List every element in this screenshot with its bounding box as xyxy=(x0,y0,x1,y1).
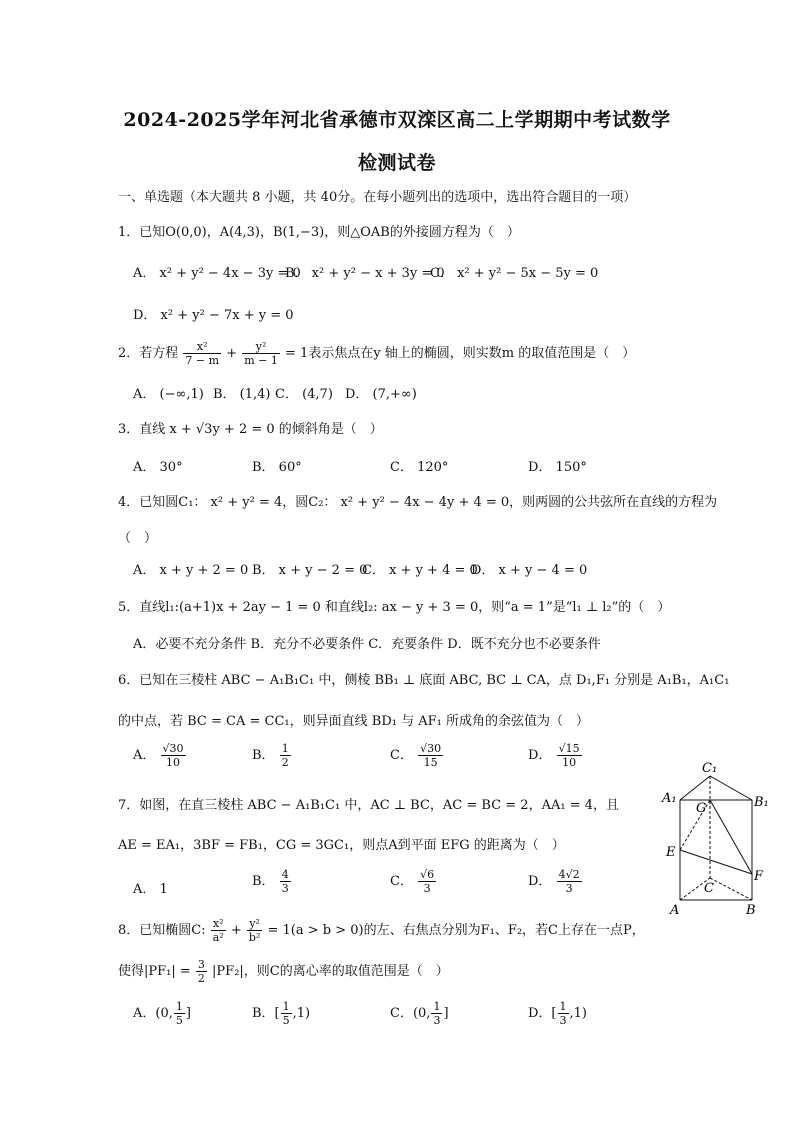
q8-d-fraction xyxy=(558,1000,569,1027)
q8-plus: + xyxy=(230,923,242,938)
q6-d-fraction xyxy=(557,742,582,769)
q2-option-b: B． (1,4) xyxy=(213,387,271,402)
q7-b-fraction xyxy=(280,868,291,895)
q8-c-fraction xyxy=(431,1000,442,1027)
q6-d-label: D． xyxy=(528,748,552,763)
exam-title-line2: 检测试卷 xyxy=(357,152,436,174)
q2-frac2-num: y² xyxy=(242,340,280,354)
q8-a-pre: A．(0, xyxy=(133,1006,173,1021)
q8-c-pre: C．(0, xyxy=(390,1006,431,1021)
label-c: C xyxy=(704,881,714,896)
q1-stem: 1．已知O(0,0)，A(4,3)，B(1,−3)，则△OAB的外接圆方程为（ ） xyxy=(118,225,520,240)
q8-stem-pre: 8．已知椭圆C: xyxy=(118,923,206,938)
q6-c-den: 15 xyxy=(423,756,438,769)
q2-option-a: A． (−∞,1) xyxy=(133,387,204,402)
label-a: A xyxy=(670,903,680,918)
q5-stem: 5．直线l₁:(a+1)x + 2ay − 1 = 0 和直线l₂: ax − y + 3 = 0，则“a = 1”是“l₁ ⊥ l₂”的（ ） xyxy=(118,600,671,615)
q8-a-num: 1 xyxy=(175,1000,183,1013)
q5-options: A．必要不充分条件 B．充分不必要条件 C．充要条件 D．既不充分也不必要条件 xyxy=(133,637,601,652)
q7-b-den: 3 xyxy=(281,882,289,895)
q8-line2-den: 2 xyxy=(197,972,205,985)
q7-b-label: B． xyxy=(252,874,275,889)
q8-a-fraction xyxy=(174,1000,185,1027)
label-b: B xyxy=(746,903,756,918)
q6-option-b xyxy=(252,742,292,769)
q8-c-den: 3 xyxy=(433,1014,441,1027)
q8-fraction-2 xyxy=(247,917,262,944)
q1-option-d: D． x² + y² − 7x + y = 0 xyxy=(133,308,294,323)
q2-stem-post: = 1表示焦点在y 轴上的椭圆，则实数m 的取值范围是（ ） xyxy=(285,346,636,361)
q8-c-post: ] xyxy=(443,1006,449,1021)
q7-option-b xyxy=(252,868,292,895)
q7-option-d xyxy=(528,868,583,895)
q2-fraction-1 xyxy=(183,340,221,367)
q6-stem-continued: 的中点，若 BC = CA = CC₁，则异面直线 BD₁ 与 AF₁ 所成角的余弦值为（ ） xyxy=(118,714,589,729)
q7-d-den: 3 xyxy=(565,882,573,895)
edge-c1b1 xyxy=(710,776,752,800)
q7-stem: 7．如图，在直三棱柱 ABC − A₁B₁C₁ 中，AC ⊥ BC，AC = BC = 2，AA₁ = 4，且 xyxy=(118,798,619,813)
q2-frac1-den: 7 − m xyxy=(185,354,220,367)
q4-stem: 4．已知圆C₁： x² + y² = 4，圆C₂： x² + y² − 4x − 4y + 4 = 0，则两圆的公共弦所在直线的方程为 xyxy=(118,495,718,510)
q7-c-fraction xyxy=(418,868,436,895)
label-g: G xyxy=(696,801,707,816)
q8-option-d xyxy=(528,1000,587,1027)
q8-stem-post: = 1(a > b > 0)的左、右焦点分别为F₁、F₂，若C上存在一点P， xyxy=(267,923,645,938)
q1-option-c: C． x² + y² − 5x − 5y = 0 xyxy=(430,266,599,281)
prism-figure xyxy=(660,760,780,920)
exam-title-line1: 2024-2025学年河北省承德市双滦区高二上学期期中考试数学 xyxy=(123,109,671,131)
q6-a-den: 10 xyxy=(166,756,181,769)
q6-d-den: 10 xyxy=(562,756,577,769)
q3-option-c: C． 120° xyxy=(390,460,449,475)
q8-frac1-den: a² xyxy=(212,931,224,944)
q6-c-num: √30 xyxy=(420,742,442,755)
q6-c-fraction xyxy=(418,742,443,769)
q3-option-b: B． 60° xyxy=(252,460,302,475)
label-f: F xyxy=(754,869,764,884)
q8-stem-line2 xyxy=(118,958,449,985)
q4-stem-continued: （ ） xyxy=(118,531,158,546)
q6-b-num: 1 xyxy=(281,742,289,755)
q8-line2-fraction xyxy=(196,958,207,985)
edge-cb xyxy=(710,878,752,900)
q6-a-fraction xyxy=(161,742,186,769)
q2-plus: + xyxy=(226,346,238,361)
q4-option-d: D． x + y − 4 = 0 xyxy=(471,563,588,578)
q8-a-post: ] xyxy=(185,1006,191,1021)
q7-c-label: C． xyxy=(390,874,413,889)
q8-fraction-1 xyxy=(211,917,226,944)
q8-a-den: 5 xyxy=(175,1014,183,1027)
q4-option-a: A． x + y + 2 = 0 xyxy=(133,563,249,578)
q6-stem: 6．已知在三棱柱 ABC − A₁B₁C₁ 中，侧棱 BB₁ ⊥ 底面 ABC, BC ⊥ CA，点 D₁,F₁ 分别是 A₁B₁，A₁C₁ xyxy=(118,673,730,688)
q4-option-c: C． x + y + 4 = 0 xyxy=(362,563,478,578)
q8-frac2-den: b² xyxy=(248,931,261,944)
q8-d-pre: D．[ xyxy=(528,1006,557,1021)
q8-d-den: 3 xyxy=(559,1014,567,1027)
q8-d-num: 1 xyxy=(559,1000,567,1013)
edge-ef xyxy=(680,850,752,874)
edge-a1c1 xyxy=(680,776,710,800)
label-e: E xyxy=(666,845,676,860)
q1-option-b: B． x² + y² − x + 3y = 0 xyxy=(285,266,445,281)
q3-option-d: D． 150° xyxy=(528,460,587,475)
q6-b-fraction xyxy=(280,742,291,769)
q8-stem xyxy=(118,917,645,944)
q2-stem-pre: 2．若方程 xyxy=(118,346,179,361)
q8-b-den: 5 xyxy=(282,1014,290,1027)
q6-a-label: A． xyxy=(133,748,156,763)
q6-b-den: 2 xyxy=(281,756,289,769)
q8-b-pre: B．[ xyxy=(252,1006,280,1021)
q6-b-label: B． xyxy=(252,748,275,763)
q7-b-num: 4 xyxy=(281,868,289,881)
q8-frac1-num: x² xyxy=(211,917,226,931)
q2-stem xyxy=(118,340,635,367)
q3-option-a: A． 30° xyxy=(133,460,183,475)
q8-b-num: 1 xyxy=(282,1000,290,1013)
q2-option-c: C． (4,7) xyxy=(275,387,333,402)
q8-option-a xyxy=(133,1000,191,1027)
q7-option-c xyxy=(390,868,437,895)
label-c1: C₁ xyxy=(702,761,718,776)
q8-b-post: ,1) xyxy=(292,1006,311,1021)
label-a1: A₁ xyxy=(662,791,677,806)
q2-frac2-den: m − 1 xyxy=(244,354,278,367)
q8-option-b xyxy=(252,1000,310,1027)
q2-option-d: D． (7,+∞) xyxy=(345,387,417,402)
q3-stem: 3．直线 x + √3y + 2 = 0 的倾斜角是（ ） xyxy=(118,422,383,437)
q2-fraction-2 xyxy=(242,340,280,367)
label-b1: B₁ xyxy=(754,795,769,810)
q7-c-num: √6 xyxy=(420,868,435,881)
q6-c-label: C． xyxy=(390,748,413,763)
q8-line2-post: |PF₂|，则C的离心率的取值范围是（ ） xyxy=(212,964,449,979)
q6-option-a xyxy=(133,742,187,769)
q8-line2-num: 3 xyxy=(197,958,205,971)
q8-b-fraction xyxy=(281,1000,292,1027)
q2-frac1-num: x² xyxy=(183,340,221,354)
q7-d-num: 4√2 xyxy=(558,868,580,881)
q6-a-num: √30 xyxy=(162,742,184,755)
q4-option-b: B． x + y − 2 = 0 xyxy=(252,563,368,578)
q7-stem-continued: AE = EA₁，3BF = FB₁，CG = 3GC₁，则点A到平面 EFG 的距离为（ ） xyxy=(118,838,565,853)
q7-c-den: 3 xyxy=(423,882,431,895)
q7-option-a: A． 1 xyxy=(133,882,168,897)
q8-c-num: 1 xyxy=(433,1000,441,1013)
q8-frac2-num: y² xyxy=(247,917,262,931)
q1-option-a: A． x² + y² − 4x − 3y = 0 xyxy=(133,266,301,281)
q6-option-d xyxy=(528,742,583,769)
q6-d-num: √15 xyxy=(558,742,580,755)
q6-option-c xyxy=(390,742,444,769)
q7-d-label: D． xyxy=(528,874,552,889)
q8-line2-pre: 使得|PF₁| = xyxy=(118,964,191,979)
q8-d-post: ,1) xyxy=(569,1006,587,1021)
q7-d-fraction xyxy=(557,868,582,895)
q8-option-c xyxy=(390,1000,449,1027)
section-heading: 一、单选题（本大题共 8 小题，共 40分。在每小题列出的选项中，选出符合题目的一项） xyxy=(118,190,637,205)
edge-gf xyxy=(710,800,752,874)
